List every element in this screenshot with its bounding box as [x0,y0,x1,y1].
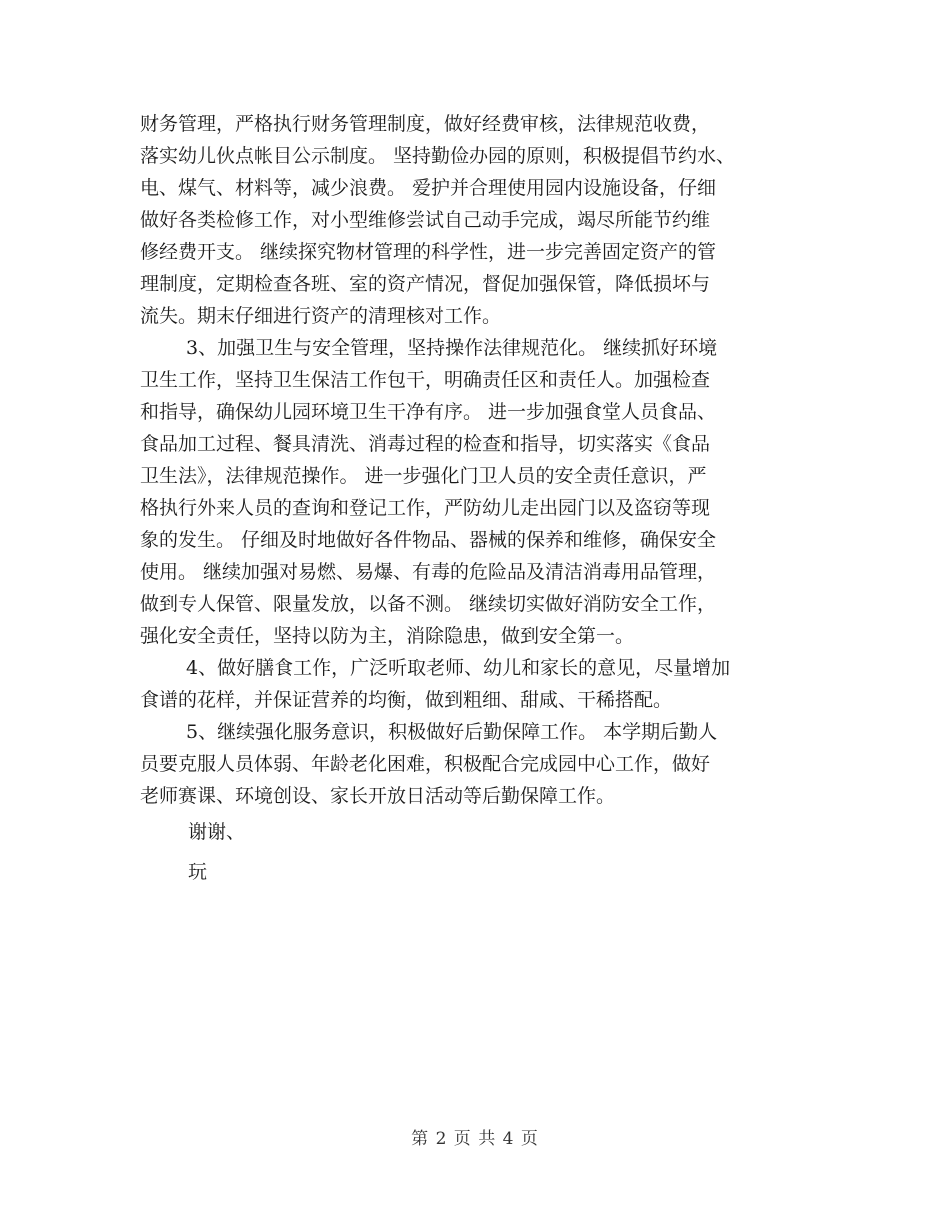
text-line: 和指导，确保幼儿园环境卫生干净有序。 进一步加强食堂人员食品、 [140,401,717,423]
text-line: 财务管理，严格执行财务管理制度，做好经费审核，法律规范收费， [140,113,711,135]
body-text [140,108,812,892]
text-line: 食谱的花样，并保证营养的均衡，做到粗细、甜咸、干稀搭配。 [140,689,673,711]
text-line: 员要克服人员体弱、年龄老化困难，积极配合完成园中心工作，做好 [140,753,711,775]
text-line: 卫生工作，坚持卫生保洁工作包干，明确责任区和责任人。加强检查 [140,369,711,391]
text-line: 老师赛课、环境创设、家长开放日活动等后勤保障工作。 [140,785,616,807]
text-line: 5、继续强化服务意识，积极做好后勤保障工作。 本学期后勤人 [186,721,718,743]
text-line: 流失。期末仔细进行资产的清理核对工作。 [140,305,502,327]
text-line: 格执行外来人员的查询和登记工作，严防幼儿走出园门以及盗窃等现 [140,497,711,519]
text-line: 强化安全责任，坚持以防为主，消除隐患，做到安全第一。 [140,625,635,647]
text-line: 卫生法》，法律规范操作。 进一步强化门卫人员的安全责任意识，严 [140,465,707,487]
text-line: 做好各类检修工作，对小型维修尝试自己动手完成，竭尽所能节约维 [140,209,711,231]
page-footer: 第 2 页 共 4 页 [411,1129,539,1149]
text-line: 电、煤气、材料等，减少浪费。 爱护并合理使用园内设施设备，仔细 [140,177,717,199]
text-line: 3、加强卫生与安全管理，坚持操作法律规范化。 继续抓好环境 [186,337,718,359]
text-line: 食品加工过程、餐具清洗、消毒过程的检查和指导，切实落实《食品 [140,433,711,455]
text-line: 4、做好膳食工作，广泛听取老师、幼儿和家长的意见，尽量增加 [186,657,731,679]
text-line: 理制度，定期检查各班、室的资产情况，督促加强保管，降低损坏与 [140,273,711,295]
text-line: 使用。 继续加强对易燃、易爆、有毒的危险品及清洁消毒用品管理， [140,561,717,583]
text-line: 落实幼儿伙点帐目公示制度。 坚持勤俭办园的原则，积极提倡节约水、 [140,145,736,167]
closing-line: 玩 [188,861,208,883]
closing-line: 谢谢、 [188,821,246,843]
text-line: 做到专人保管、限量发放，以备不测。 继续切实做好消防安全工作， [140,593,717,615]
text-line: 修经费开支。 继续探究物材管理的科学性，进一步完善固定资产的管 [140,241,717,263]
text-line: 象的发生。 仔细及时地做好各件物品、器械的保养和维修，确保安全 [140,529,717,551]
